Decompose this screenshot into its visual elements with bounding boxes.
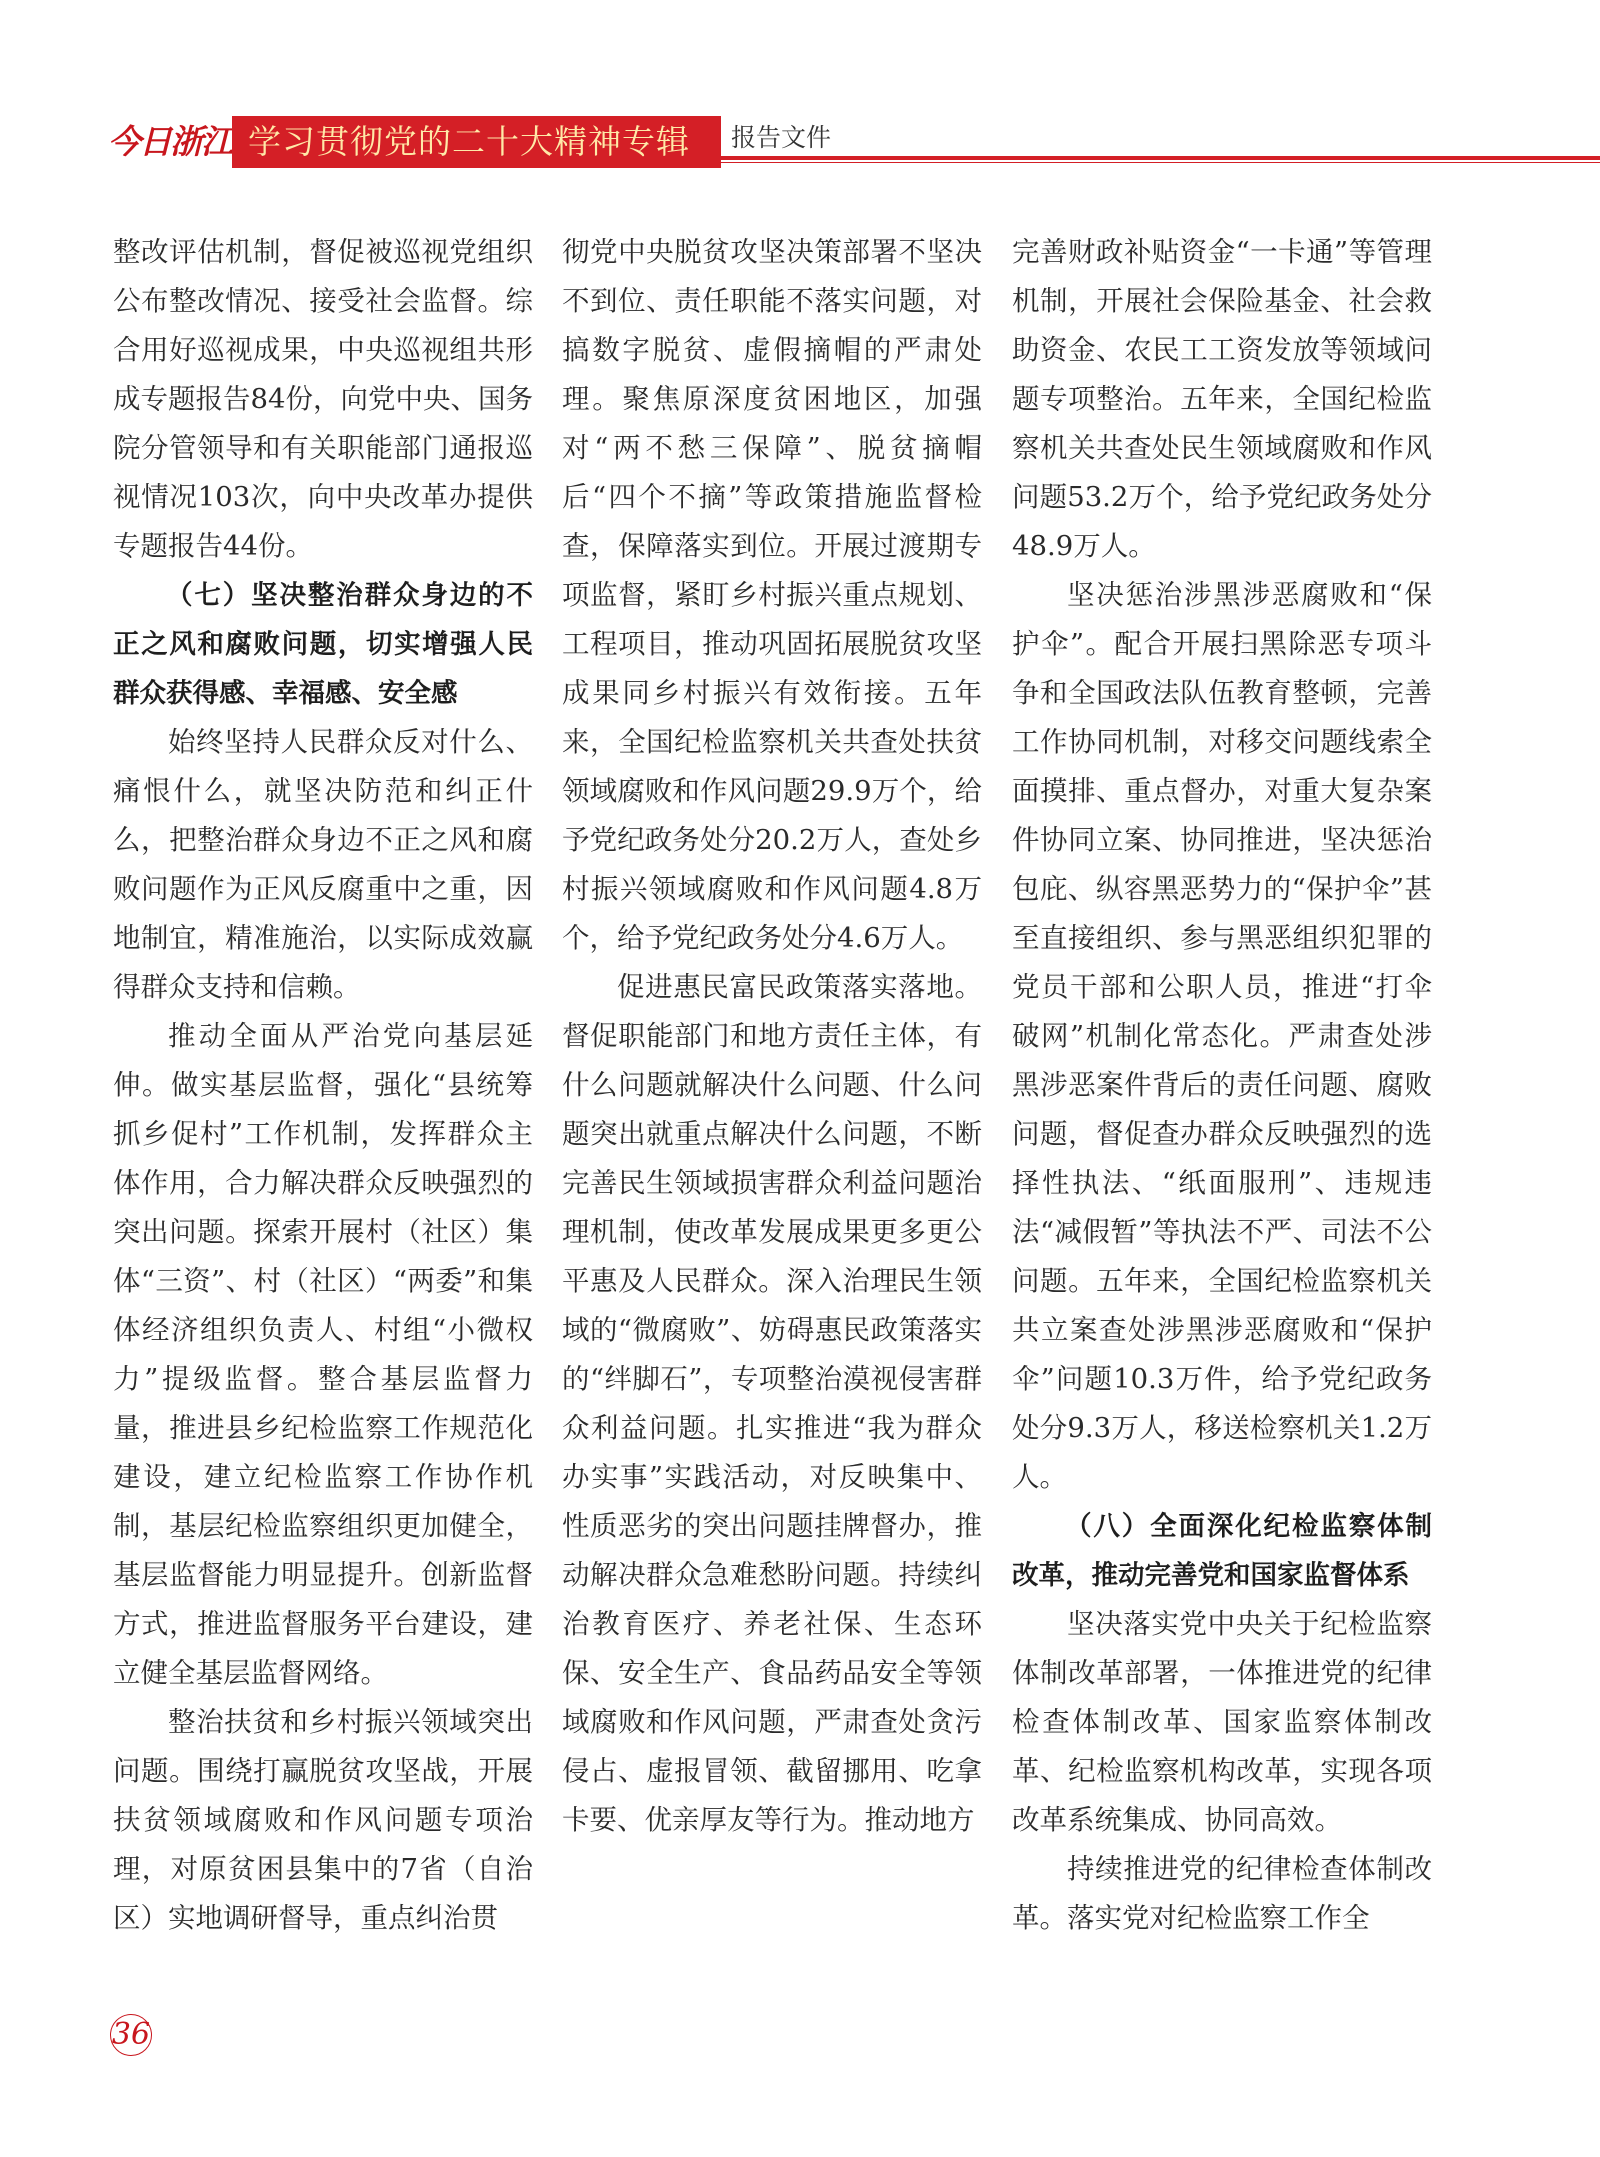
page-header [108, 116, 1600, 168]
text-column-3 [1012, 228, 1432, 1943]
section-heading: （七）坚决整治群众身边的不正之风和腐败问题，切实增强人民群众获得感、幸福感、安全感 [113, 580, 533, 709]
page-number: 36 [106, 2010, 156, 2060]
body-paragraph: 整改评估机制，督促被巡视党组织公布整改情况、接受社会监督。综合用好巡视成果，中央巡视组共形成专题报告84份，向党中央、国务院分管领导和有关职能部门通报巡视情况103次，向中央改革办提供专题报告44份。 [113, 236, 533, 562]
body-paragraph: 坚决落实党中央关于纪检监察体制改革部署，一体推进党的纪律检查体制改革、国家监察体制改革、纪检监察机构改革，实现各项改革系统集成、协同高效。 [1012, 1608, 1432, 1836]
text-column-2 [562, 228, 982, 1845]
body-paragraph: 整治扶贫和乡村振兴领域突出问题。围绕打赢脱贫攻坚战，开展扶贫领域腐败和作风问题专项治理，对原贫困县集中的7省（自治区）实地调研督导，重点纠治贯 [113, 1706, 533, 1934]
section-heading: （八）全面深化纪检监察体制改革，推动完善党和国家监督体系 [1012, 1511, 1432, 1591]
body-paragraph: 完善财政补贴资金“一卡通”等管理机制，开展社会保险基金、社会救助资金、农民工工资发放等领域问题专项整治。五年来，全国纪检监察机关共查处民生领域腐败和作风问题53.2万个，给予党纪政务处分48.9万人。 [1012, 236, 1432, 562]
body-paragraph: 彻党中央脱贫攻坚决策部署不坚决不到位、责任职能不落实问题，对搞数字脱贫、虚假摘帽的严肃处理。聚焦原深度贫困地区，加强对“两不愁三保障”、脱贫摘帽后“四个不摘”等政策措施监督检查，保障落实到位。开展过渡期专项监督，紧盯乡村振兴重点规划、工程项目，推动巩固拓展脱贫攻坚成果同乡村振兴有效衔接。五年来，全国纪检监察机关共查处扶贫领域腐败和作风问题29.9万个，给予党纪政务处分20.2万人，查处乡村振兴领域腐败和作风问题4.8万个，给予党纪政务处分4.6万人。 [562, 236, 982, 954]
header-rule-thin [721, 162, 1600, 163]
body-paragraph: 持续推进党的纪律检查体制改革。落实党对纪检监察工作全 [1012, 1853, 1432, 1934]
section-label: 报告文件 [731, 123, 832, 152]
body-paragraph: 始终坚持人民群众反对什么、痛恨什么，就坚决防范和纠正什么，把整治群众身边不正之风和腐败问题作为正风反腐重中之重，因地制宜，精准施治，以实际成效赢得群众支持和信赖。 [113, 726, 533, 1003]
body-paragraph: 推动全面从严治党向基层延伸。做实基层监督，强化“县统筹抓乡促村”工作机制，发挥群众主体作用，合力解决群众反映强烈的突出问题。探索开展村（社区）集体“三资”、村（社区）“两委”和集体经济组织负责人、村组“小微权力”提级监督。整合基层监督力量，推进县乡纪检监察工作规范化建设，建立纪检监察工作协作机制，基层纪检监察组织更加健全，基层监督能力明显提升。创新监督方式，推进监督服务平台建设，建立健全基层监督网络。 [113, 1020, 533, 1689]
body-paragraph: 促进惠民富民政策落实落地。督促职能部门和地方责任主体，有什么问题就解决什么问题、什么问题突出就重点解决什么问题，不断完善民生领域损害群众利益问题治理机制，使改革发展成果更多更公平惠及人民群众。深入治理民生领域的“微腐败”、妨碍惠民政策落实的“绊脚石”，专项整治漠视侵害群众利益问题。扎实推进“我为群众办实事”实践活动，对反映集中、性质恶劣的突出问题挂牌督办，推动解决群众急难愁盼问题。持续纠治教育医疗、养老社保、生态环保、安全生产、食品药品安全等领域腐败和作风问题，严肃查处贪污侵占、虚报冒领、截留挪用、吃拿卡要、优亲厚友等行为。推动地方 [562, 971, 982, 1836]
text-column-1 [113, 228, 533, 1943]
header-rule [721, 156, 1600, 160]
body-paragraph: 坚决惩治涉黑涉恶腐败和“保护伞”。配合开展扫黑除恶专项斗争和全国政法队伍教育整顿，完善工作协同机制，对移交问题线索全面摸排、重点督办，对重大复杂案件协同立案、协同推进，坚决惩治包庇、纵容黑恶势力的“保护伞”甚至直接组织、参与黑恶组织犯罪的党员干部和公职人员，推进“打伞破网”机制化常态化。严肃查处涉黑涉恶案件背后的责任问题、腐败问题，督促查办群众反映强烈的选择性执法、“纸面服刑”、违规违法“减假暂”等执法不严、司法不公问题。五年来，全国纪检监察机关共立案查处涉黑涉恶腐败和“保护伞”问题10.3万件，给予党纪政务处分9.3万人，移送检察机关1.2万人。 [1012, 579, 1432, 1493]
special-issue-banner: 学习贯彻党的二十大精神专辑 [232, 116, 721, 168]
magazine-logo: 今日浙江 [108, 122, 232, 161]
